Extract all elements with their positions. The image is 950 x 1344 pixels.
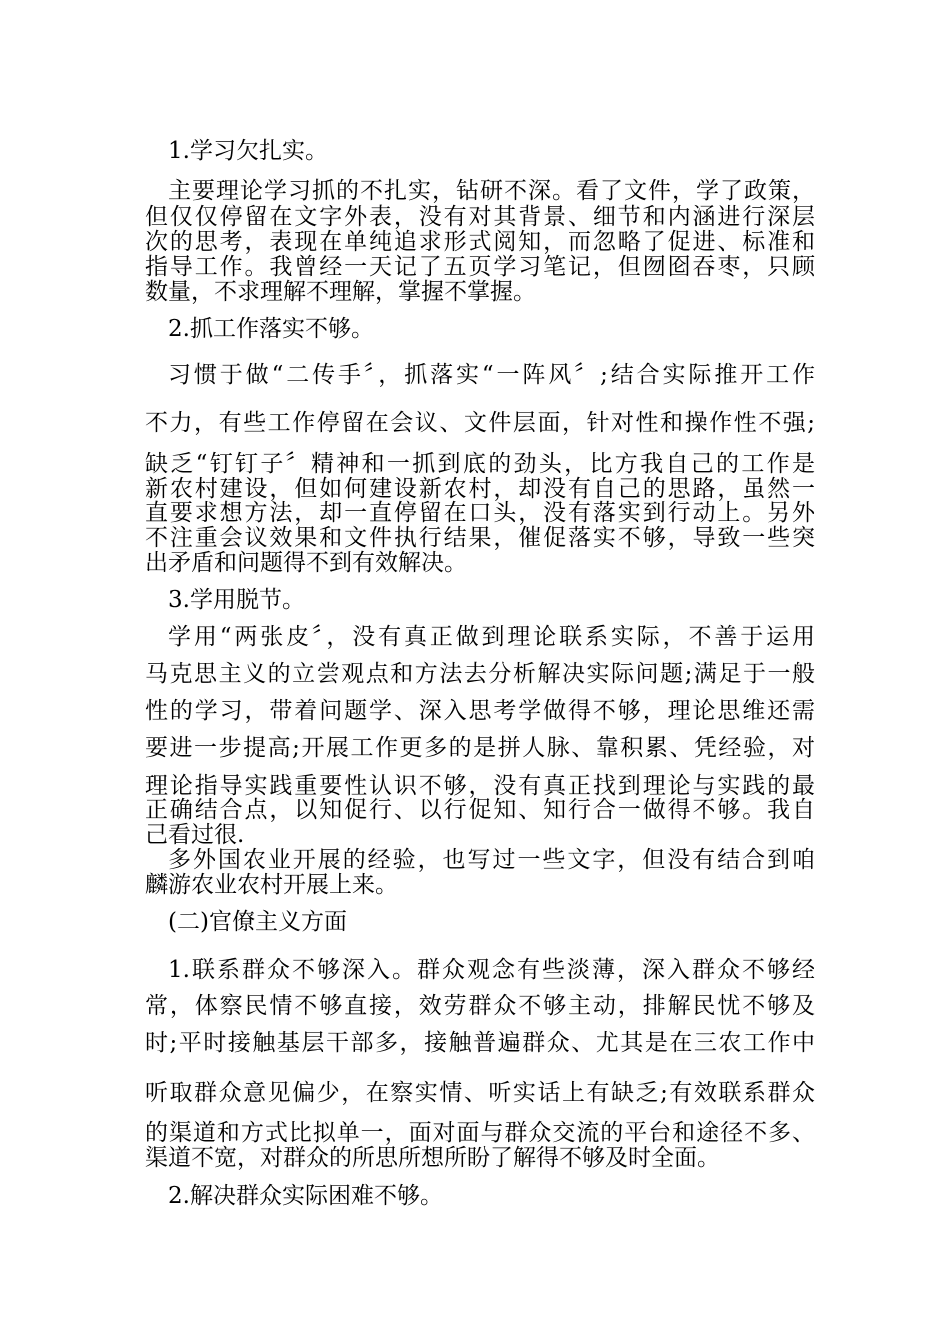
paragraph-line: 马克思主义的立尝观点和方法去分析解决实际问题;满足于一般	[145, 661, 815, 687]
paragraph-line: 不力，有些工作停留在会议、文件层面，针对性和操作性不强;	[145, 410, 815, 436]
paragraph-line: 直要求想方法，却一直停留在口头，没有落实到行动上。另外	[145, 500, 815, 526]
paragraph-line: 1.联系群众不够深入。群众观念有些淡薄，深入群众不够经	[168, 957, 815, 983]
paragraph-line: 正确结合点，以知促行、以行促知、知行合一做得不够。我自	[145, 797, 815, 823]
paragraph-line: 理论指导实践重要性认识不够，没有真正找到理论与实践的最	[145, 773, 815, 799]
heading-study: 1.学习欠扎实。	[168, 138, 328, 164]
heading-solving-difficulties: 2.解决群众实际困难不够。	[168, 1183, 443, 1209]
paragraph-line: 指导工作。我曾经一天记了五页学习笔记，但囫囵吞枣，只顾	[145, 254, 815, 280]
paragraph-line: 时;平时接触基层干部多，接触普遍群众、尤其是在三农工作中	[145, 1030, 815, 1056]
paragraph-line: 主要理论学习抓的不扎实，钻研不深。看了文件，学了政策，	[168, 178, 815, 204]
heading-theory-practice: 3.学用脱节。	[168, 587, 305, 613]
paragraph-line: 缺乏“钉钉子〞精神和一抓到底的劲头，比方我自己的工作是	[145, 451, 815, 477]
paragraph-line: 的渠道和方式比拟单一，面对面与群众交流的平台和途径不多、	[145, 1120, 815, 1146]
paragraph-line: 己看过很.	[145, 822, 245, 848]
paragraph-line: 数量，不求理解不理解，掌握不掌握。	[145, 279, 536, 305]
paragraph-line: 习惯于做“二传手〞，抓落实“一阵风〞;结合实际推开工作	[168, 362, 815, 388]
paragraph-line: 渠道不宽，对群众的所思所想所盼了解得不够及时全面。	[145, 1145, 720, 1171]
paragraph-line: 学用“两张皮〞，没有真正做到理论联系实际，不善于运用	[168, 624, 815, 650]
paragraph-line: 次的思考，表现在单纯追求形式阅知，而忽略了促进、标准和	[145, 229, 815, 255]
paragraph-line: 听取群众意见偏少，在察实情、听实话上有缺乏;有效联系群众	[145, 1080, 815, 1106]
paragraph-line: 常，体察民情不够直接，效劳群众不够主动，排解民忧不够及	[145, 993, 815, 1019]
paragraph-line: 要进一步提高;开展工作更多的是拼人脉、靠积累、凭经验，对	[145, 735, 815, 761]
heading-work-implementation: 2.抓工作落实不够。	[168, 316, 374, 342]
heading-bureaucratism: (二)官僚主义方面	[168, 909, 347, 935]
paragraph-line: 性的学习，带着问题学、深入思考学做得不够，理论思维还需	[145, 698, 815, 724]
paragraph-line: 多外国农业开展的经验，也写过一些文字，但没有结合到咱	[168, 847, 815, 873]
paragraph-line: 但仅仅停留在文字外表，没有对其背景、细节和内涵进行深层	[145, 204, 815, 230]
paragraph-line: 出矛盾和问题得不到有效解决。	[145, 550, 467, 576]
paragraph-line: 新农村建设，但如何建设新农村，却没有自己的思路，虽然一	[145, 476, 815, 502]
paragraph-line: 麟游农业农村开展上来。	[145, 872, 398, 898]
paragraph-line: 不注重会议效果和文件执行结果，催促落实不够，导致一些突	[145, 525, 815, 551]
